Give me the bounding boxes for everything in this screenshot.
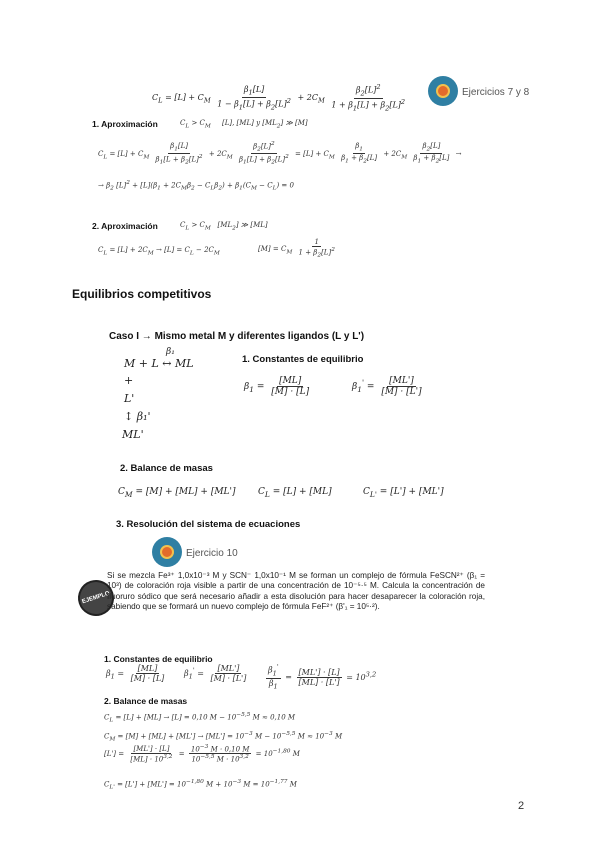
exercise-label-10: Ejercicio 10 (186, 548, 238, 559)
example-b1p: $\beta_1'$ = $\frac{[ML']}{[M] \cdot [L']}$ (184, 664, 247, 684)
example-l1: $C_L = [L] + [ML] \to [L] = 0,10$ $M - 10^{-5,5}$ M ≈ 0,10 M (104, 712, 296, 724)
caso-step3: 3. Resolución del sistema de ecuaciones (116, 519, 301, 530)
caso-step2: 2. Balance de masas (120, 463, 213, 474)
approx1-result: → $\beta_2$ $[L]^2 + [L](\beta_1 + 2C_M\beta_2 - C_L\beta_2) + \beta_1(C_M - C_L) = 0$ (98, 180, 294, 192)
example-stamp: EJEMPLO (73, 575, 118, 620)
reaction-scheme (118, 347, 218, 447)
caso-clp: $C_{L'} = [L'] + [ML']$ (363, 487, 444, 499)
approx1-eq-line: $C_L = [L] + C_M$ $\frac{\beta_1[L]}{\beta_1[L + \beta_2[L]^2}$ + $2C_M$ $\frac{\beta_2[L]^2}{\beta_1[L] + \beta_2[L]^2}$ = $[L] + C_M$ $\frac{\beta_1}{\beta_1 + \beta_2[L]}$ + $2C_M$ $\frac{\beta_2[L]}{\beta_1 + \beta_2[L]}$ → (98, 141, 462, 167)
approx1-condition: $C_L > C_M$ [L], [ML] y $[ML_2]$ ≫ [M] (180, 119, 308, 130)
approx2-condition: $C_L > C_M$ $[ML_2]$ ≫ [ML] (180, 221, 268, 232)
approx1-title: 1. Aproximación (92, 119, 158, 129)
eq-main: $C_L = [L] + C_M$ $\frac{\beta_1[L]}{1 - \beta_1[L] + \beta_2[L]^2}$ + $2C_M$ $\frac{\beta_2[L]^2}{1 + \beta_1[L] + \beta_2[L]^2}$ (152, 83, 406, 113)
example-box (74, 568, 490, 793)
approx2-eq-right: $[M] = C_M$ $\frac{1}{1 + \beta_2[L]^2}$ (258, 238, 335, 259)
exercise-label-7-8: Ejercicios 7 y 8 (462, 87, 530, 98)
example-paragraph: Si se mezcla Fe³⁺ 1,0x10⁻³ M y SCN⁻ 1,0x10⁻¹ M se forman un complejo de fórmula FeSCN²⁺ (β₁ = 10³) de coloración roja visible a partir de una concentración de 10⁻⁵·⁵ M. Calcula la concentración de fluoruro sódico que será necesario añadir a esta disolución para hacer desaparecer la coloración roja, sabiendo que se formará un nuevo complejo de fórmula FeF²⁺ (β'₁ = 10⁵·²). (107, 571, 485, 611)
scheme-beta1: β₁ (166, 347, 175, 357)
example-step1: 1. Constantes de equilibrio (104, 654, 213, 664)
example-step2: 2. Balance de masas (104, 696, 188, 706)
caso-beta1p: $\beta_1'$ = $\frac{[ML']}{[M] \cdot [L']}$ (352, 376, 422, 398)
caso-step1: 1. Constantes de equilibrio (242, 354, 364, 365)
gear-icon (160, 545, 174, 559)
approx2-eq-left: $C_L = [L] + 2C_M \to [L] = C_L - 2C_M$ (98, 246, 220, 257)
example-l3: [L'] = $\frac{[ML'] \cdot [L]}{[ML] \cdot 10^{3,2}}$ = $\frac{10^{-3} M \cdot 0,10 M}{10^{-5,5} M \cdot 10^{3,2}}$ = $10^{-1,80}$ M (104, 744, 300, 764)
exercise10-head-icon (152, 537, 182, 567)
example-l4: $C_{L'} = [L'] + [ML'] = 10^{-1,80}$ $M + 10^{-3}$ $M = 10^{-1,77}$ M (104, 779, 297, 791)
caso-cm: $C_M = [M] + [ML] + [ML']$ (118, 487, 236, 499)
section-title: Equilibrios competitivos (72, 287, 212, 301)
caso-cl: $C_L = [L] + [ML]$ (258, 487, 332, 499)
scheme-line-4: ↕ β₁' (124, 410, 151, 423)
example-b1: $\beta_1$ = $\frac{[ML]}{[M] \cdot [L]}$ (106, 664, 165, 684)
scheme-line-2: + (124, 374, 134, 387)
gear-icon (436, 84, 450, 98)
example-l2: $C_M = [M] + [ML] + [ML'] \to [ML'] = 10^{-3}$ $M - 10^{-5,5}$ $M \approx 10^{-3}$ M (104, 731, 343, 743)
scheme-line-5: ML' (122, 428, 144, 441)
page-number: 2 (518, 800, 525, 812)
exercise-head-icon (428, 76, 458, 106)
caso-beta1: $\beta_1$ = $\frac{[ML]}{[M] \cdot [L]}$ (244, 376, 310, 398)
scheme-line-1: M + L ↔ ML (124, 357, 194, 370)
scheme-line-3: L' (124, 392, 135, 405)
example-ratio: $\frac{\beta_1'}{\beta_1}$ = $\frac{[ML'] \cdot [L]}{[ML] \cdot [L']}$ = $10^{3,2}$ (268, 663, 377, 691)
approx2-title: 2. Aproximación (92, 221, 158, 231)
caso-title: Caso I → Mismo metal M y diferentes ligandos (L y L') (109, 331, 365, 342)
